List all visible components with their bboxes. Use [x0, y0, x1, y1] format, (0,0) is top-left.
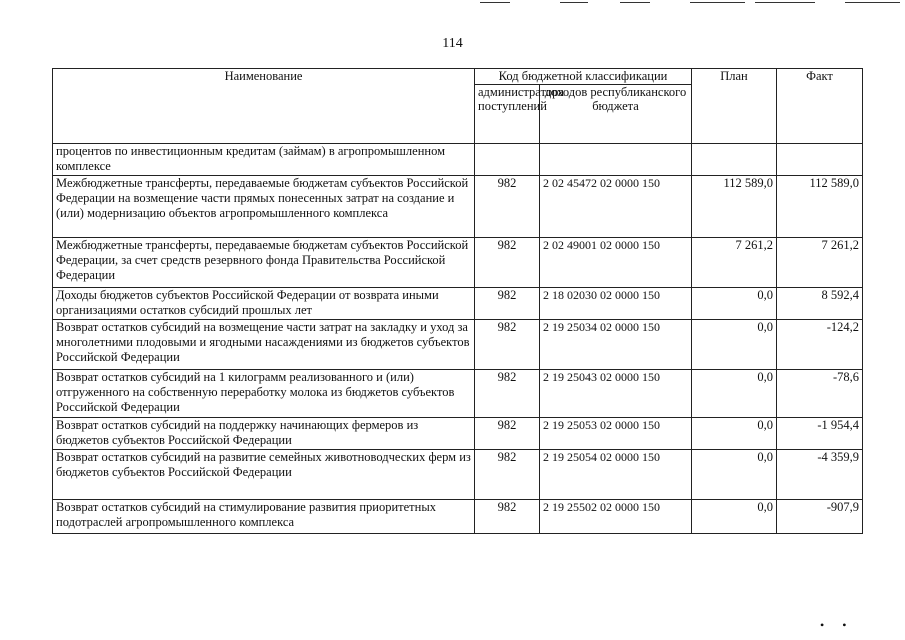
header-name: Наименование	[53, 69, 475, 144]
row-income-code: 2 02 49001 02 0000 150	[540, 238, 692, 288]
row-fact: -78,6	[777, 370, 863, 418]
header-fact: Факт	[777, 69, 863, 144]
row-admin-code: 982	[475, 370, 540, 418]
row-name: Возврат остатков субсидий на поддержку начинающих фермеров из бюджетов субъектов Российской Федерации	[53, 418, 475, 450]
header-plan: План	[692, 69, 777, 144]
row-plan	[692, 144, 777, 176]
row-plan: 7 261,2	[692, 238, 777, 288]
row-income-code: 2 19 25053 02 0000 150	[540, 418, 692, 450]
header-income: доходов республиканского бюджета	[540, 85, 692, 144]
table-row	[53, 370, 863, 418]
row-admin-code	[475, 144, 540, 176]
table-row	[53, 288, 863, 320]
row-income-code: 2 19 25034 02 0000 150	[540, 320, 692, 370]
row-plan: 0,0	[692, 418, 777, 450]
scan-edge-marks	[480, 0, 900, 6]
table-row	[53, 320, 863, 370]
table-body	[53, 144, 863, 534]
row-plan: 0,0	[692, 288, 777, 320]
row-plan: 112 589,0	[692, 176, 777, 238]
table-row	[53, 500, 863, 534]
row-income-code: 2 19 25502 02 0000 150	[540, 500, 692, 534]
row-fact: 7 261,2	[777, 238, 863, 288]
row-admin-code: 982	[475, 176, 540, 238]
row-income-code: 2 18 02030 02 0000 150	[540, 288, 692, 320]
row-fact: -4 359,9	[777, 450, 863, 500]
row-name: Возврат остатков субсидий на стимулирование развития приоритетных подотраслей агропромышленного комплекса	[53, 500, 475, 534]
table-row	[53, 418, 863, 450]
row-name: процентов по инвестиционным кредитам (займам) в агропромышленном комплексе	[53, 144, 475, 176]
table-row	[53, 176, 863, 238]
row-income-code: 2 02 45472 02 0000 150	[540, 176, 692, 238]
row-name: Межбюджетные трансферты, передаваемые бюджетам субъектов Российской Федерации, за счет средств резервного фонда Правительства Российской Федерации	[53, 238, 475, 288]
row-admin-code: 982	[475, 450, 540, 500]
table-row	[53, 238, 863, 288]
row-fact: 8 592,4	[777, 288, 863, 320]
scan-dots: • •	[820, 618, 847, 632]
row-name: Возврат остатков субсидий на развитие семейных животноводческих ферм из бюджетов субъектов Российской Федерации	[53, 450, 475, 500]
row-income-code	[540, 144, 692, 176]
row-name: Доходы бюджетов субъектов Российской Федерации от возврата иными организациями остатков субсидий прошлых лет	[53, 288, 475, 320]
row-fact: -124,2	[777, 320, 863, 370]
row-admin-code: 982	[475, 320, 540, 370]
table-row	[53, 144, 863, 176]
row-income-code: 2 19 25043 02 0000 150	[540, 370, 692, 418]
row-plan: 0,0	[692, 370, 777, 418]
row-admin-code: 982	[475, 500, 540, 534]
row-admin-code: 982	[475, 238, 540, 288]
table-row	[53, 450, 863, 500]
row-name: Возврат остатков субсидий на возмещение части затрат на закладку и уход за многолетними плодовыми и ягодными насаждениями из бюджетов субъектов Российской Федерации	[53, 320, 475, 370]
row-name: Возврат остатков субсидий на 1 килограмм реализованного и (или) отгруженного на собственную переработку молока из бюджетов субъектов Российской Федерации	[53, 370, 475, 418]
budget-revenue-table	[52, 68, 863, 534]
row-fact: -1 954,4	[777, 418, 863, 450]
row-plan: 0,0	[692, 450, 777, 500]
row-admin-code: 982	[475, 288, 540, 320]
header-admin: администратора поступлений	[475, 85, 540, 144]
row-fact: 112 589,0	[777, 176, 863, 238]
page-number: 114	[442, 36, 463, 51]
row-name: Межбюджетные трансферты, передаваемые бюджетам субъектов Российской Федерации на возмещение части прямых понесенных затрат на создание и (или) модернизацию объектов агропромышленного комплекса	[53, 176, 475, 238]
row-plan: 0,0	[692, 500, 777, 534]
row-income-code: 2 19 25054 02 0000 150	[540, 450, 692, 500]
row-plan: 0,0	[692, 320, 777, 370]
row-fact	[777, 144, 863, 176]
header-code-group: Код бюджетной классификации	[475, 69, 692, 85]
row-admin-code: 982	[475, 418, 540, 450]
row-fact: -907,9	[777, 500, 863, 534]
